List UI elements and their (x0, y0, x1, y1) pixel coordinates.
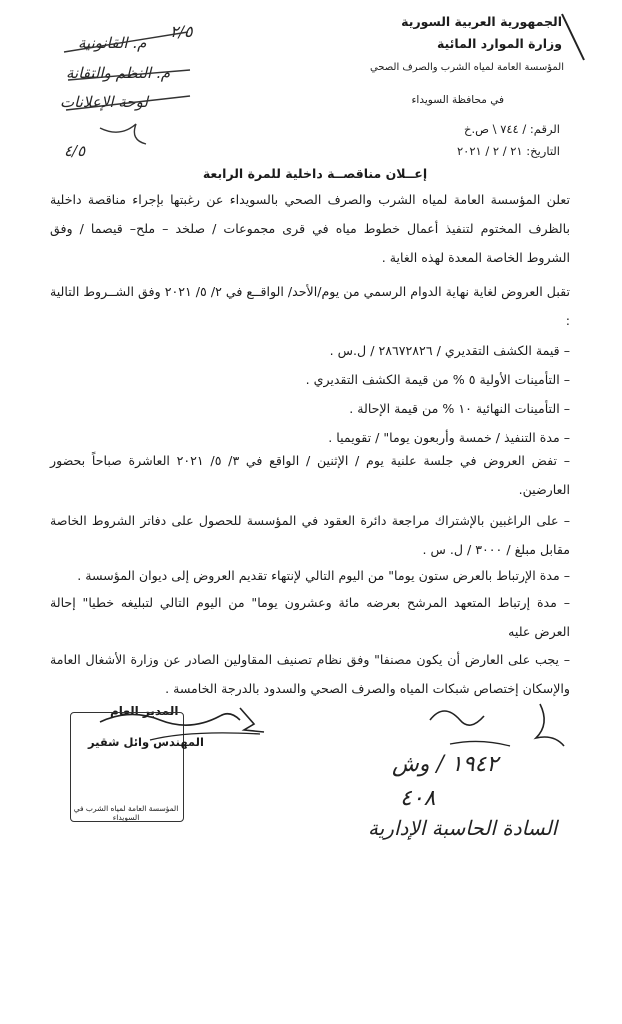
deadline-paragraph: تقبل العروض لغاية نهاية الدوام الرسمي من يوم/الأحد/ الواقــع في ٢/ ٥/ ٢٠٢١ وفق الشــروط التالية : (50, 284, 571, 328)
condition-opening-session: – تفض العروض في جلسة علنية يوم / الإثنين / الواقع في ٣/ ٥/ ٢٠٢١ العاشرة صباحاً بحضور العارضين. (50, 453, 570, 497)
header-establishment: المؤسسة العامة لمياه الشرب والصرف الصحي (369, 62, 564, 73)
header-slash-mark (560, 12, 586, 62)
condition-conditions-book: – على الراغبين بالإشتراك مراجعة دائرة العقود في المؤسسة للحصول على دفاتر الشروط الخاصة مقابل مبلغ / ٣٠٠٠ / ل. س . (50, 513, 570, 557)
director-signature (90, 700, 280, 760)
announcement-title: إعــلان مناقصــة داخلية للمرة الرابعة (202, 166, 428, 181)
condition-bid-validity: – مدة الإرتباط بالعرض ستون يوما" من اليوم التالي لإنتهاء تقديم العروض إلى ديوان المؤسسة . (77, 568, 570, 583)
handwritten-initials (390, 690, 590, 760)
handwritten-referral: السادة الحاسبة الإدارية (368, 816, 558, 840)
header-governorate: في محافظة السويداء (411, 94, 504, 106)
condition-initial-deposit: – التأمينات الأولية ٥ % من قيمة الكشف التقديري . (305, 372, 570, 387)
handwritten-number-1: ١٩٤٢ / وش (392, 752, 499, 777)
stamp-caption: المؤسسة العامة لمياه الشرب في السويداء (73, 804, 179, 822)
document-date: التاريخ: ٢١ / ٢ / ٢٠٢١ (456, 144, 560, 158)
distribution-strokes (60, 30, 200, 160)
handwritten-note-bottom: ٤/٥ (64, 142, 86, 160)
condition-classification: – يجب على العارض أن يكون مصنفا" وفق نظام تصنيف المقاولين الصادر عن وزارة الأشغال العامة والإسكان إختصاص شبكات المياه والصرف الصحي والسدود بالدرجة الخامسة . (50, 652, 570, 696)
condition-estimate: – قيمة الكشف التقديري / ٢٨٦٧٢٨٢٦ / ل.س . (329, 343, 570, 358)
reference-number: الرقم: / ٧٤٤ \ ص.خ (464, 122, 560, 136)
handwritten-number-2: ٤٠٨ (400, 786, 436, 811)
intro-paragraph: تعلن المؤسسة العامة لمياه الشرب والصرف الصحي بالسويداء عن رغبتها بإجراء مناقصة داخلية بالظرف المختوم لتنفيذ أعمال خطوط مياه في قرى مجموعات / صلخد – ملح– قيصما / وفق الشروط الخاصة المعدة لهذه الغاية . (50, 192, 570, 265)
signature-title: المدير العام (110, 704, 179, 718)
header-ministry: وزارة الموارد المائية (436, 36, 562, 51)
header-republic: الجمهورية العربية السورية (401, 14, 562, 29)
distribution-item-board: لوحة الإعلانات (60, 93, 148, 111)
condition-final-deposit: – التأمينات النهائية ١٠ % من قيمة الإحالة . (349, 401, 570, 416)
handwritten-note-top: ٢/٥ (170, 22, 193, 41)
distribution-item-legal: م. القانونية (78, 34, 147, 52)
distribution-item-systems: م. النظم والتقانة (66, 64, 171, 82)
condition-duration: – مدة التنفيذ / خمسة وأربعون يوما" / تقويميا . (328, 430, 570, 445)
signature-name: المهندس وائل شقير (88, 735, 204, 749)
condition-contractor-validity: – مدة إرتباط المتعهد المرشح بعرضه مائة وعشرون يوما" من اليوم التالي لتبليغه خطيا" إحالة العرض عليه (50, 595, 570, 639)
